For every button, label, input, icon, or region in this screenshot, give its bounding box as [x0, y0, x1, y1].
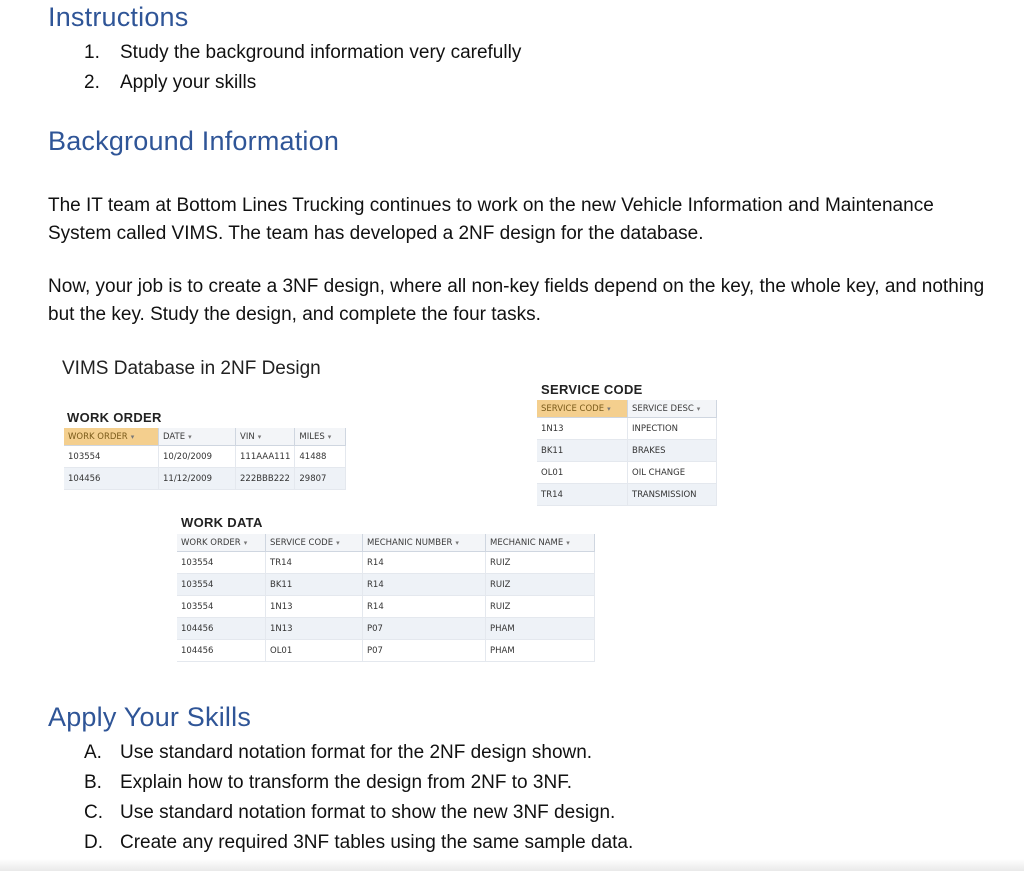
list-item: D. Create any required 3NF tables using the same sample data.	[84, 832, 634, 853]
table-row[interactable]: 103554 TR14 R14 RUIZ	[177, 552, 595, 574]
list-item: B. Explain how to transform the design from 2NF to 3NF.	[84, 772, 572, 793]
background-heading: Background Information	[48, 126, 340, 156]
table-row[interactable]: 103554 10/20/2009 111AAA111 41488	[64, 446, 346, 468]
page-bottom-edge	[0, 859, 1024, 871]
service-code-table	[537, 400, 717, 506]
work-order-table	[64, 428, 346, 490]
table-row[interactable]: 104456 1N13 P07 PHAM	[177, 618, 595, 640]
background-paragraph-2: Now, your job is to create a 3NF design, where all non-key fields depend on the key, the whole key, and nothing but the key. Study the design, and complete the four tasks.	[48, 276, 985, 325]
table-row[interactable]: 1N13 INPECTION	[537, 418, 717, 440]
table-row[interactable]: 104456 OL01 P07 PHAM	[177, 640, 595, 662]
column-header[interactable]: VIN ▾	[236, 428, 295, 446]
table-row[interactable]: OL01 OIL CHANGE	[537, 462, 717, 484]
work-data-title: WORK DATA	[181, 515, 263, 530]
column-header[interactable]: SERVICE CODE ▾	[266, 534, 363, 552]
list-item: 1. Study the background information very carefully	[84, 42, 522, 63]
column-header[interactable]: MECHANIC NAME ▾	[486, 534, 595, 552]
work-order-title: WORK ORDER	[67, 410, 162, 425]
instructions-list	[84, 38, 521, 98]
column-header[interactable]: MILES ▾	[295, 428, 346, 446]
column-header[interactable]: WORK ORDER ▾	[177, 534, 266, 552]
instructions-heading: Instructions	[48, 2, 189, 32]
service-code-title: SERVICE CODE	[541, 382, 643, 397]
column-header[interactable]: DATE ▾	[159, 428, 236, 446]
column-header[interactable]: WORK ORDER ▾	[64, 428, 159, 446]
list-item: C. Use standard notation format to show the new 3NF design.	[84, 802, 616, 823]
list-item: A. Use standard notation format for the 2NF design shown.	[84, 742, 593, 763]
table-row[interactable]: 103554 1N13 R14 RUIZ	[177, 596, 595, 618]
work-data-table	[177, 534, 595, 662]
apply-list	[84, 738, 633, 858]
column-header[interactable]: MECHANIC NUMBER ▾	[363, 534, 486, 552]
column-header[interactable]: SERVICE DESC ▾	[628, 400, 717, 418]
table-row[interactable]: TR14 TRANSMISSION	[537, 484, 717, 506]
background-paragraph-1: The IT team at Bottom Lines Trucking continues to work on the new Vehicle Information and Maintenance System called VIMS. The team has developed a 2NF design for the database.	[48, 195, 934, 244]
table-row[interactable]: BK11 BRAKES	[537, 440, 717, 462]
column-header[interactable]: SERVICE CODE ▾	[537, 400, 628, 418]
figure-title: VIMS Database in 2NF Design	[62, 358, 321, 379]
apply-heading: Apply Your Skills	[48, 702, 252, 732]
table-row[interactable]: 103554 BK11 R14 RUIZ	[177, 574, 595, 596]
table-row[interactable]: 104456 11/12/2009 222BBB222 29807	[64, 468, 346, 490]
list-item: 2. Apply your skills	[84, 72, 257, 93]
